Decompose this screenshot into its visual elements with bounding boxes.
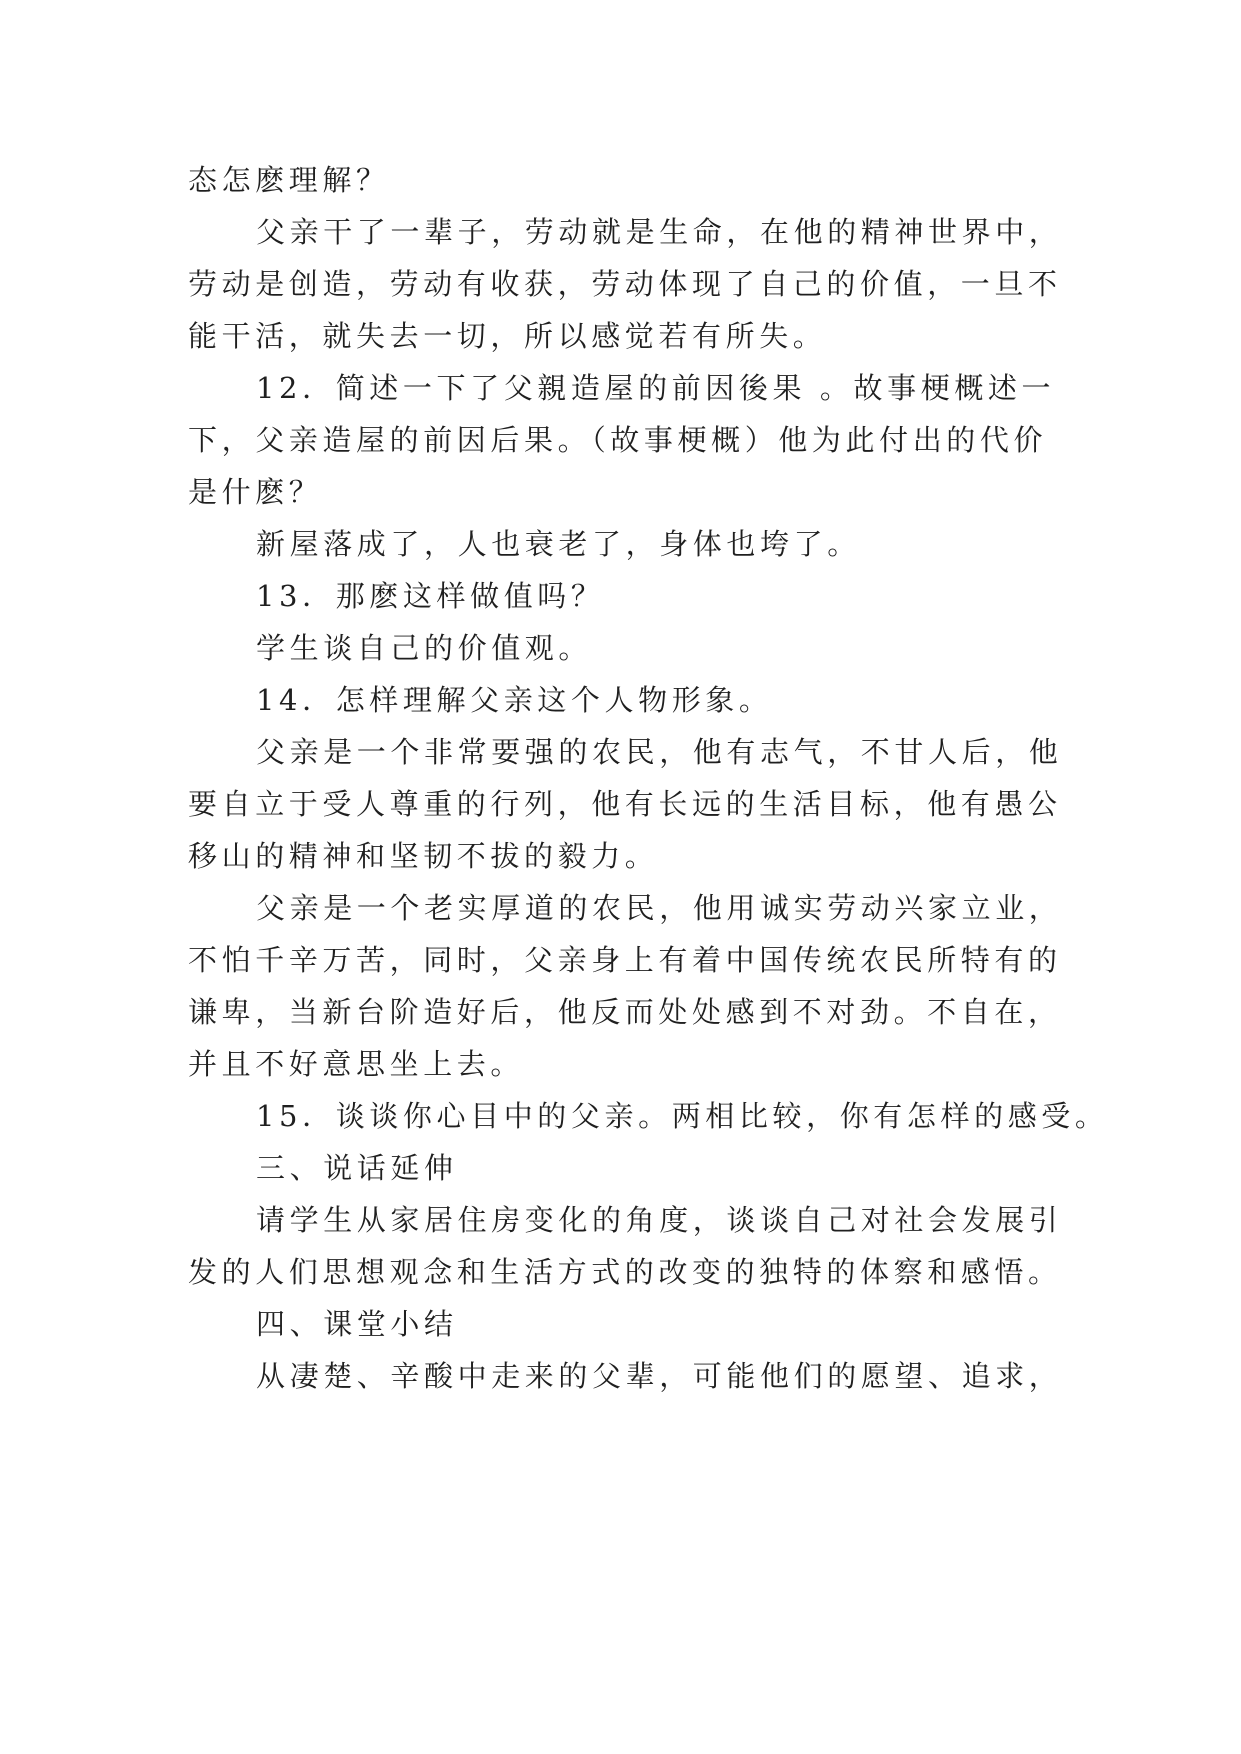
text-line: 劳动是创造，劳动有收获，劳动体现了自己的价值，一旦不: [188, 267, 1062, 301]
text-line: 谦卑，当新台阶造好后，他反而处处感到不对劲。不自在，: [188, 995, 1062, 1029]
text-line: 态怎麽理解？: [188, 163, 390, 197]
text-line: 父亲是一个老实厚道的农民，他用诚实劳动兴家立业，: [256, 891, 1063, 925]
text-line: 并且不好意思坐上去。: [188, 1047, 525, 1081]
text-line: 能干活，就失去一切，所以感觉若有所失。: [188, 319, 827, 353]
text-line: 不怕千辛万苦，同时，父亲身上有着中国传统农民所特有的: [188, 943, 1062, 977]
text-line: 15．谈谈你心目中的父亲。两相比较，你有怎样的感受。: [256, 1099, 1109, 1133]
section-heading: 四、课堂小结: [256, 1307, 458, 1341]
text-line: 要自立于受人尊重的行列，他有长远的生活目标，他有愚公: [188, 787, 1062, 821]
text-line: 12．简述一下了父親造屋的前因後果 。故事梗概述一: [256, 371, 1056, 405]
text-line: 父亲干了一辈子，劳动就是生命，在他的精神世界中，: [256, 215, 1063, 249]
section-heading: 三、说话延伸: [256, 1151, 458, 1185]
text-line: 新屋落成了，人也衰老了，身体也垮了。: [256, 527, 861, 561]
text-line: 学生谈自己的价值观。: [256, 631, 593, 665]
text-line: 发的人们思想观念和生活方式的改变的独特的体察和感悟。: [188, 1255, 1062, 1289]
text-line: 是什麽？: [188, 475, 323, 509]
text-line: 下，父亲造屋的前因后果。（故事梗概）他为此付出的代价: [188, 423, 1048, 457]
text-line: 从凄楚、辛酸中走来的父辈，可能他们的愿望、追求，: [256, 1359, 1063, 1393]
text-line: 移山的精神和坚韧不拔的毅力。: [188, 839, 659, 873]
text-line: 请学生从家居住房变化的角度，谈谈自己对社会发展引: [256, 1203, 1063, 1237]
text-line: 14．怎样理解父亲这个人物形象。: [256, 683, 773, 717]
text-line: 父亲是一个非常要强的农民，他有志气，不甘人后，他: [256, 735, 1063, 769]
text-line: 13．那麽这样做值吗？: [256, 579, 605, 613]
